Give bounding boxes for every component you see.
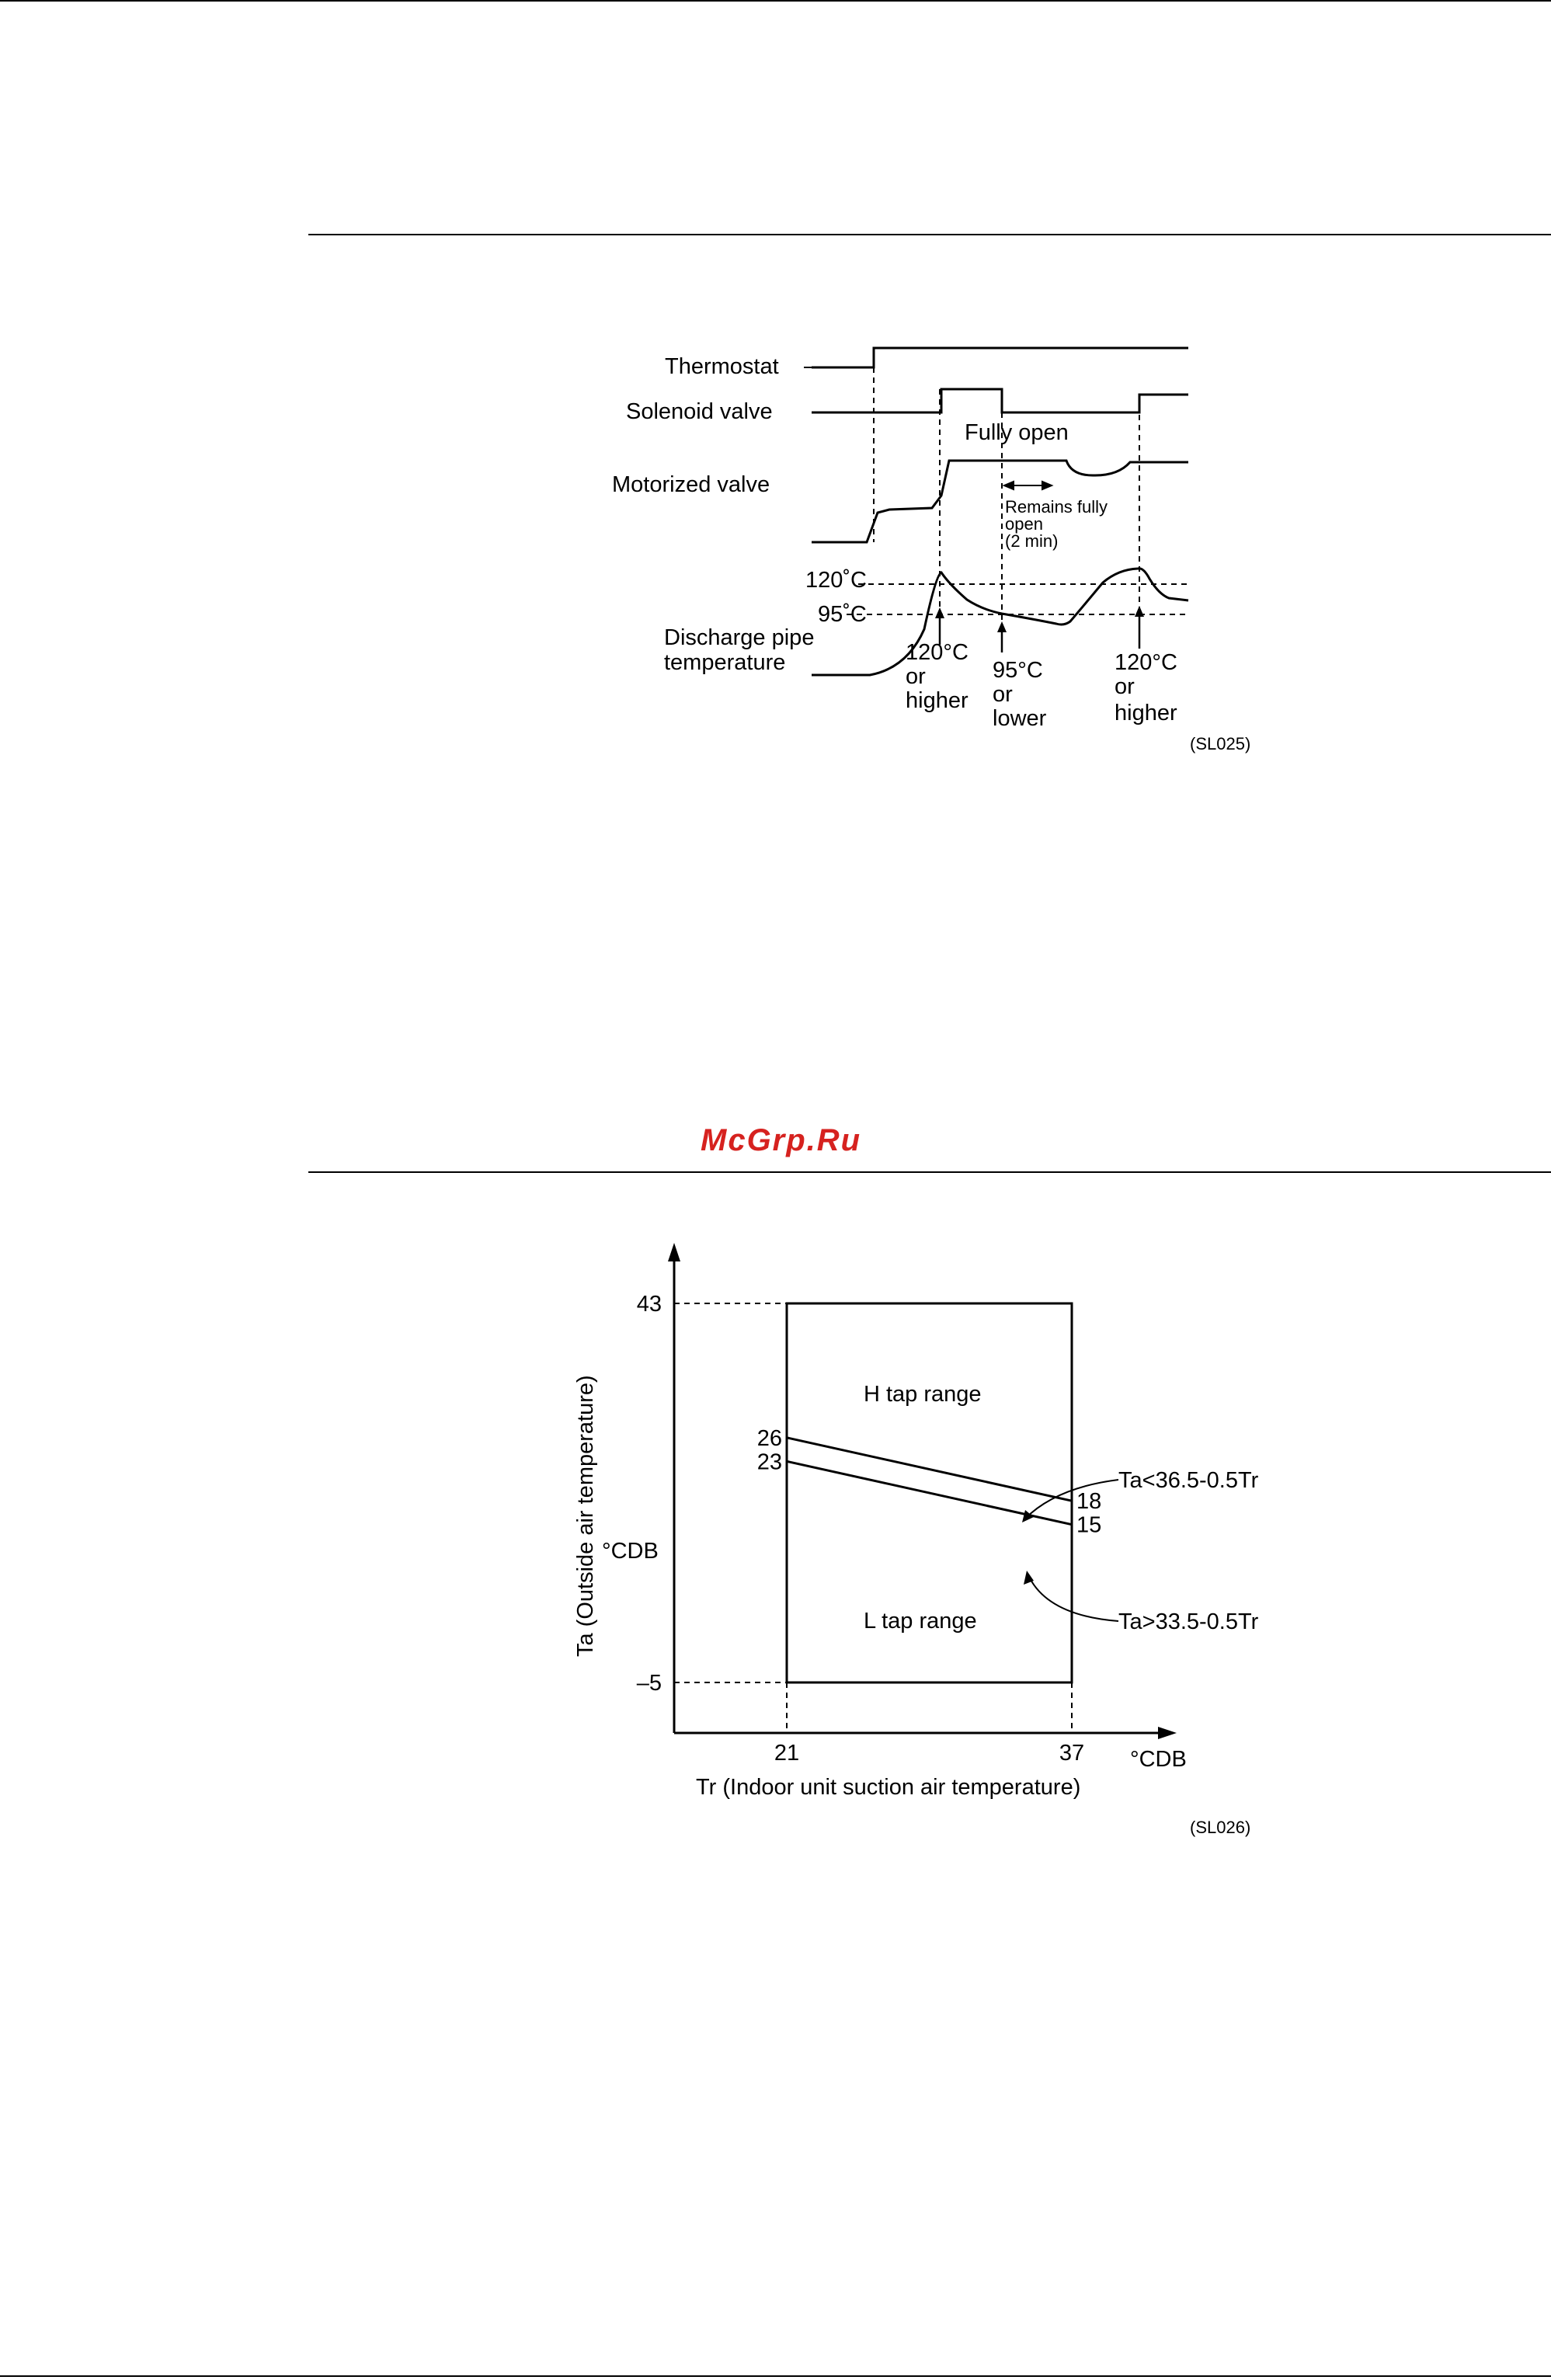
- y-unit-label: °CDB: [602, 1539, 659, 1564]
- discharge-label-2: temperature: [664, 650, 786, 675]
- fully-open-label: Fully open: [965, 420, 1069, 445]
- annotation-label-2: Ta>33.5-0.5Tr: [1118, 1609, 1259, 1634]
- y-axis-arrow: [668, 1243, 680, 1261]
- remains-line3: (2 min): [1005, 531, 1059, 551]
- x-tick-max: 37: [1059, 1741, 1085, 1766]
- y-tick-max: 43: [636, 1292, 662, 1317]
- temp-high-label: 120˚C: [805, 568, 867, 593]
- cond3-line1: 120°C: [1115, 650, 1177, 675]
- x-tick-min: 21: [774, 1741, 800, 1766]
- discharge-label-1: Discharge pipe: [664, 625, 815, 650]
- motorized-label: Motorized valve: [612, 472, 770, 497]
- x-unit-label: °CDB: [1130, 1747, 1187, 1772]
- region-h-label: H tap range: [864, 1382, 982, 1407]
- diagram2-code: (SL026): [1190, 1818, 1251, 1837]
- cond3-line3: higher: [1115, 701, 1177, 725]
- cond3-line2: or: [1115, 674, 1135, 699]
- cond2-line2: or: [993, 682, 1013, 707]
- series-end-label-2: 15: [1076, 1512, 1102, 1538]
- solenoid-label: Solenoid valve: [626, 399, 773, 424]
- cond1-line3: higher: [906, 688, 969, 713]
- series-start-label-2: 23: [756, 1449, 782, 1475]
- series-end-label-1: 18: [1076, 1489, 1102, 1515]
- x-axis-label: Tr (Indoor unit suction air temperature): [696, 1775, 1081, 1800]
- series-line-1: [787, 1438, 1072, 1501]
- cond2-line1: 95°C: [993, 658, 1043, 683]
- temp-low-label: 95˚C: [818, 602, 867, 627]
- cond2-line3: lower: [993, 706, 1047, 731]
- region-l-label: L tap range: [864, 1609, 977, 1634]
- diagram1-code: (SL025): [1190, 734, 1251, 753]
- y-axis-label: Ta (Outside air temperature): [573, 1375, 598, 1657]
- cond1-line1: 120°C: [906, 640, 969, 665]
- cond1-line2: or: [906, 664, 926, 689]
- annotation-arrow-2: [1029, 1577, 1118, 1621]
- x-axis-arrow: [1158, 1727, 1177, 1739]
- series-start-label-1: 26: [756, 1425, 782, 1451]
- watermark: McGrp.Ru: [701, 1123, 862, 1157]
- remains-line1: Remains fully: [1005, 497, 1108, 517]
- thermostat-label: Thermostat: [665, 354, 779, 379]
- remains-line2: open: [1005, 514, 1043, 534]
- annotation-label-1: Ta<36.5-0.5Tr: [1118, 1468, 1259, 1493]
- y-tick-min: –5: [636, 1671, 662, 1696]
